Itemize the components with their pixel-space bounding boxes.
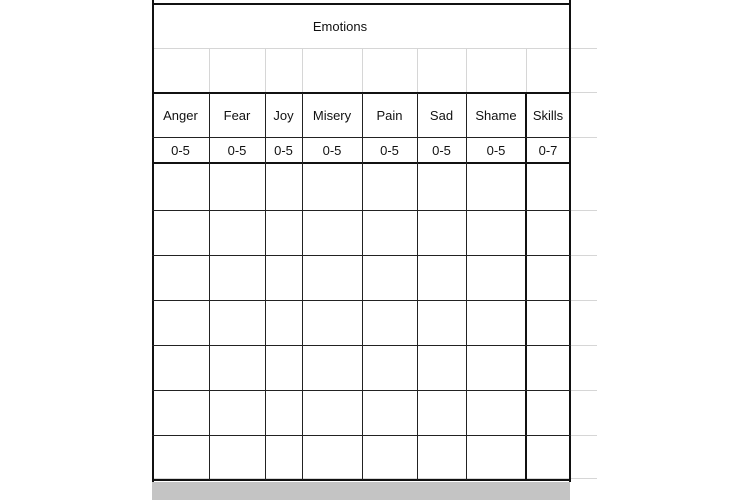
column-header-cell[interactable] (209, 94, 265, 137)
entry-cell[interactable] (526, 345, 570, 390)
gridline-col (209, 48, 210, 93)
entry-cell[interactable] (302, 345, 362, 390)
title-label: Emotions (312, 18, 368, 34)
column-header-cell[interactable] (526, 94, 570, 137)
column-header-cell[interactable] (265, 94, 302, 137)
entry-cell[interactable] (362, 435, 417, 480)
column-header-label: Anger (163, 108, 198, 123)
range-label: 0-5 (227, 143, 247, 158)
range-cell[interactable] (209, 138, 265, 163)
column-header-label: Joy (273, 108, 294, 123)
range-cell[interactable] (302, 138, 362, 163)
gridline-col (302, 48, 303, 93)
entry-cell[interactable] (417, 255, 466, 300)
gridline-col (417, 48, 418, 93)
range-label: 0-5 (380, 143, 399, 158)
column-header-cell[interactable] (362, 94, 417, 137)
column-header-label: Sad (429, 108, 454, 123)
entry-cell[interactable] (265, 345, 302, 390)
range-label: 0-5 (486, 143, 506, 158)
column-header-label: Pain (376, 108, 403, 123)
range-cell[interactable] (466, 138, 526, 163)
entry-cell[interactable] (417, 210, 466, 255)
column-header-label: Shame (475, 108, 517, 123)
entry-cell[interactable] (362, 300, 417, 345)
entry-cell[interactable] (152, 210, 209, 255)
entry-cell[interactable] (209, 435, 265, 480)
entry-cell[interactable] (526, 435, 570, 480)
range-cell[interactable] (417, 138, 466, 163)
entry-cell[interactable] (526, 390, 570, 435)
column-header-label: Fear (223, 108, 251, 123)
entry-cell[interactable] (302, 435, 362, 480)
entry-cell[interactable] (362, 255, 417, 300)
range-label: 0-5 (432, 143, 451, 158)
gridline-col (362, 48, 363, 93)
entry-cell[interactable] (209, 390, 265, 435)
range-label: 0-5 (171, 143, 190, 158)
entry-cell[interactable] (302, 300, 362, 345)
entry-cell[interactable] (417, 390, 466, 435)
horizontal-scrollbar[interactable] (152, 482, 570, 500)
entry-cell[interactable] (466, 435, 526, 480)
entry-cell[interactable] (152, 300, 209, 345)
entry-cell[interactable] (209, 255, 265, 300)
entry-cell[interactable] (466, 210, 526, 255)
range-label: 0-7 (538, 143, 558, 158)
range-label: 0-5 (274, 143, 293, 158)
entry-cell[interactable] (362, 390, 417, 435)
entry-cell[interactable] (302, 210, 362, 255)
column-header-cell[interactable] (417, 94, 466, 137)
entry-cell[interactable] (526, 164, 570, 210)
gridline-col (265, 48, 266, 93)
gridline-row (152, 48, 597, 49)
column-header-label: Misery (312, 108, 352, 123)
entry-cell[interactable] (209, 345, 265, 390)
entry-cell[interactable] (152, 164, 209, 210)
entry-cell[interactable] (152, 255, 209, 300)
entry-cell[interactable] (209, 164, 265, 210)
entry-cell[interactable] (362, 164, 417, 210)
gridline-col (526, 48, 527, 93)
entry-cell[interactable] (152, 345, 209, 390)
gridline-col (466, 48, 467, 93)
entry-cell[interactable] (466, 255, 526, 300)
entry-cell[interactable] (417, 435, 466, 480)
entry-cell[interactable] (302, 390, 362, 435)
entry-cell[interactable] (265, 164, 302, 210)
entry-cell[interactable] (466, 300, 526, 345)
entry-cell[interactable] (526, 300, 570, 345)
range-cell[interactable] (265, 138, 302, 163)
entry-cell[interactable] (265, 210, 302, 255)
entry-cell[interactable] (417, 345, 466, 390)
range-label: 0-5 (322, 143, 342, 158)
entry-cell[interactable] (152, 435, 209, 480)
entry-cell[interactable] (526, 255, 570, 300)
range-cell[interactable] (526, 138, 570, 163)
entry-cell[interactable] (466, 345, 526, 390)
column-header-label: Skills (532, 108, 564, 123)
entry-cell[interactable] (265, 435, 302, 480)
column-header-cell[interactable] (466, 94, 526, 137)
title-cell[interactable] (154, 4, 526, 48)
entry-cell[interactable] (302, 164, 362, 210)
column-header-cell[interactable] (152, 94, 209, 137)
range-cell[interactable] (152, 138, 209, 163)
column-header-cell[interactable] (302, 94, 362, 137)
entry-cell[interactable] (417, 164, 466, 210)
entry-cell[interactable] (526, 210, 570, 255)
entry-cell[interactable] (466, 164, 526, 210)
entry-cell[interactable] (302, 255, 362, 300)
entry-cell[interactable] (362, 210, 417, 255)
entry-cell[interactable] (265, 390, 302, 435)
entry-cell[interactable] (265, 255, 302, 300)
entry-cell[interactable] (152, 390, 209, 435)
entry-cell[interactable] (417, 300, 466, 345)
range-cell[interactable] (362, 138, 417, 163)
entry-cell[interactable] (466, 390, 526, 435)
entry-cell[interactable] (362, 345, 417, 390)
entry-cell[interactable] (265, 300, 302, 345)
entry-cell[interactable] (209, 210, 265, 255)
entry-cell[interactable] (209, 300, 265, 345)
